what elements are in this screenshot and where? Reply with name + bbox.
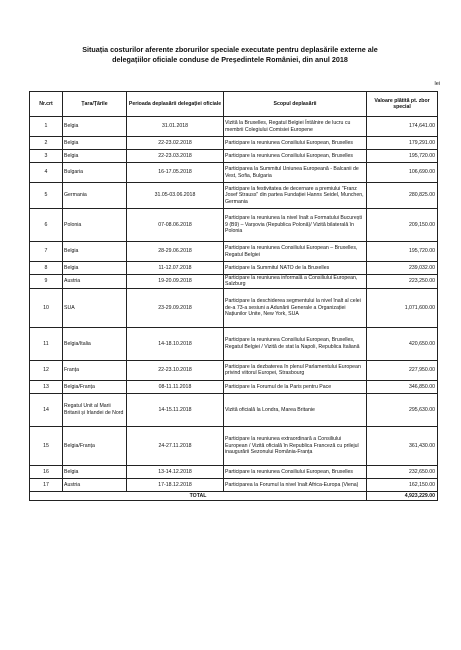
row-country: Belgia/Franța xyxy=(63,426,127,465)
row-country: Belgia xyxy=(63,465,127,478)
row-number: 14 xyxy=(30,393,63,426)
row-value: 106,690.00 xyxy=(367,163,438,183)
row-value: 232,650.00 xyxy=(367,465,438,478)
row-period: 24-27.11.2018 xyxy=(127,426,224,465)
row-number: 9 xyxy=(30,275,63,289)
row-value: 223,250.00 xyxy=(367,275,438,289)
row-value: 174,641.00 xyxy=(367,117,438,137)
table-row xyxy=(30,242,438,262)
row-number: 13 xyxy=(30,380,63,393)
row-period: 08-11.11.2018 xyxy=(127,380,224,393)
row-number: 1 xyxy=(30,117,63,137)
row-purpose: Participare la reuniunea Consiliului European – Bruxelles, Regatul Belgiei xyxy=(224,242,367,262)
row-country: Belgia xyxy=(63,262,127,275)
row-value: 361,430.00 xyxy=(367,426,438,465)
row-value: 227,950.00 xyxy=(367,360,438,380)
row-value: 346,850.00 xyxy=(367,380,438,393)
row-purpose: Participare la reuniunea Consiliului European, Bruxelles xyxy=(224,150,367,163)
row-value: 239,032.00 xyxy=(367,262,438,275)
table-row xyxy=(30,478,438,491)
row-period: 11-12.07.2018 xyxy=(127,262,224,275)
row-country: Belgia/Franța xyxy=(63,380,127,393)
table-row xyxy=(30,137,438,150)
row-number: 12 xyxy=(30,360,63,380)
row-number: 11 xyxy=(30,327,63,360)
table-row xyxy=(30,262,438,275)
row-purpose: Vizită la Bruxelles, Regatul Belgiei Întâlnire de lucru cu membrii Colegiului Comisiei Europene xyxy=(224,117,367,137)
table-row xyxy=(30,465,438,478)
row-value: 162,150.00 xyxy=(367,478,438,491)
row-number: 8 xyxy=(30,262,63,275)
row-period: 23-29.09.2018 xyxy=(127,288,224,327)
table-row xyxy=(30,393,438,426)
row-purpose: Participare la festivitatea de decernare a premiului "Franz Josef Strauss" din partea Fundației Hanns Seidel, Munchen, Germania xyxy=(224,183,367,209)
total-label: TOTAL xyxy=(30,491,367,500)
header-purpose: Scopul deplasării xyxy=(224,92,367,117)
row-country: Belgia xyxy=(63,137,127,150)
row-purpose: Participare la dezbaterea în plenul Parlamentului European privind viitorul Europei, Strasbourg xyxy=(224,360,367,380)
row-purpose: Participare la Summitul NATO de la Bruxelles xyxy=(224,262,367,275)
row-country: Regatul Unit al Marii Britanii și Irlandei de Nord xyxy=(63,393,127,426)
row-number: 5 xyxy=(30,183,63,209)
document-title xyxy=(30,45,430,65)
table-row xyxy=(30,360,438,380)
row-country: Belgia xyxy=(63,150,127,163)
row-period: 22-23.10.2018 xyxy=(127,360,224,380)
header-value: Valoare plătită pt. zbor special xyxy=(367,92,438,117)
row-period: 16-17.05.2018 xyxy=(127,163,224,183)
row-value: 209,150.00 xyxy=(367,209,438,242)
row-value: 1,071,600.00 xyxy=(367,288,438,327)
row-country: Bulgaria xyxy=(63,163,127,183)
row-number: 17 xyxy=(30,478,63,491)
row-number: 7 xyxy=(30,242,63,262)
table-row xyxy=(30,183,438,209)
row-value: 295,630.00 xyxy=(367,393,438,426)
row-period: 28-29.06.2018 xyxy=(127,242,224,262)
row-purpose: Participarea la Summitul Uniunea Europeană - Balcanii de Vest, Sofia, Bulgaria xyxy=(224,163,367,183)
row-country: Franța xyxy=(63,360,127,380)
header-country: Țara/Țările xyxy=(63,92,127,117)
row-period: 22-23.03.2018 xyxy=(127,150,224,163)
costs-table xyxy=(29,91,438,501)
row-country: SUA xyxy=(63,288,127,327)
table-row xyxy=(30,426,438,465)
row-period: 07-08.06.2018 xyxy=(127,209,224,242)
currency-unit: lei xyxy=(434,81,440,87)
row-purpose: Participare la reuniunea la nivel înalt a Formatului București 9 (B9) – Varșovia (Republica Polonă)/ Vizită bilaterală în Polonia xyxy=(224,209,367,242)
total-row xyxy=(30,491,438,500)
row-period: 31.01.2018 xyxy=(127,117,224,137)
row-purpose: Participare la reuniunea extraordinară a Consiliului European / Vizită oficială în Republica Franceză cu prilejul inaugurării Sezonului România-Franța xyxy=(224,426,367,465)
row-purpose: Participarea la Forumul la nivel înalt Africa-Europa (Viena) xyxy=(224,478,367,491)
row-purpose: Participare la reuniunea informală a Consiliului European, Salzburg xyxy=(224,275,367,289)
row-purpose: Participare la Forumul de la Paris pentru Pace xyxy=(224,380,367,393)
row-value: 179,291.00 xyxy=(367,137,438,150)
row-country: Polonia xyxy=(63,209,127,242)
table-row xyxy=(30,275,438,289)
row-number: 6 xyxy=(30,209,63,242)
row-country: Belgia/Italia xyxy=(63,327,127,360)
table-row xyxy=(30,288,438,327)
row-value: 420,650.00 xyxy=(367,327,438,360)
row-number: 10 xyxy=(30,288,63,327)
row-country: Belgia xyxy=(63,117,127,137)
header-nr: Nr.crt xyxy=(30,92,63,117)
table-row xyxy=(30,209,438,242)
row-country: Belgia xyxy=(63,242,127,262)
row-period: 31.05-03.06.2018 xyxy=(127,183,224,209)
title-line-1: Situația costurilor aferente zborurilor speciale executate pentru deplasările externe ale xyxy=(82,45,378,54)
row-number: 15 xyxy=(30,426,63,465)
row-value: 280,825.00 xyxy=(367,183,438,209)
row-number: 4 xyxy=(30,163,63,183)
row-number: 16 xyxy=(30,465,63,478)
row-purpose: Participare la reuniunea Consiliului European, Bruxelles xyxy=(224,137,367,150)
row-country: Austria xyxy=(63,275,127,289)
row-period: 17-18.12.2018 xyxy=(127,478,224,491)
row-period: 14-18.10.2018 xyxy=(127,327,224,360)
table-header-row xyxy=(30,92,438,117)
row-period: 19-20.09.2018 xyxy=(127,275,224,289)
table-row xyxy=(30,380,438,393)
row-purpose: Participare la reuniunea Consiliului European, Bruxelles, Regatul Belgiei / Vizită de stat la Napoli, Republica Italiană xyxy=(224,327,367,360)
row-purpose: Participare la deschiderea segmentului la nivel înalt al celei de-a 73-a sesiuni a Adunării Generale a Organizației Națiunilor Unite, New York, SUA xyxy=(224,288,367,327)
row-value: 195,720.00 xyxy=(367,150,438,163)
row-period: 14-15.11.2018 xyxy=(127,393,224,426)
row-purpose: Vizită oficială la Londra, Marea Britanie xyxy=(224,393,367,426)
row-country: Austria xyxy=(63,478,127,491)
row-purpose: Participare la reuniunea Consiliului European, Bruxelles xyxy=(224,465,367,478)
row-value: 195,720.00 xyxy=(367,242,438,262)
row-period: 22-23.02.2018 xyxy=(127,137,224,150)
row-period: 13-14.12.2018 xyxy=(127,465,224,478)
table-row xyxy=(30,117,438,137)
title-line-2: delegațiilor oficiale conduse de Președintele României, din anul 2018 xyxy=(112,55,348,64)
table-row xyxy=(30,150,438,163)
row-country: Germania xyxy=(63,183,127,209)
table-row xyxy=(30,327,438,360)
row-number: 3 xyxy=(30,150,63,163)
header-period: Perioada deplasării delegației oficiale xyxy=(127,92,224,117)
row-number: 2 xyxy=(30,137,63,150)
table-row xyxy=(30,163,438,183)
total-value: 4,923,229.00 xyxy=(367,491,438,500)
